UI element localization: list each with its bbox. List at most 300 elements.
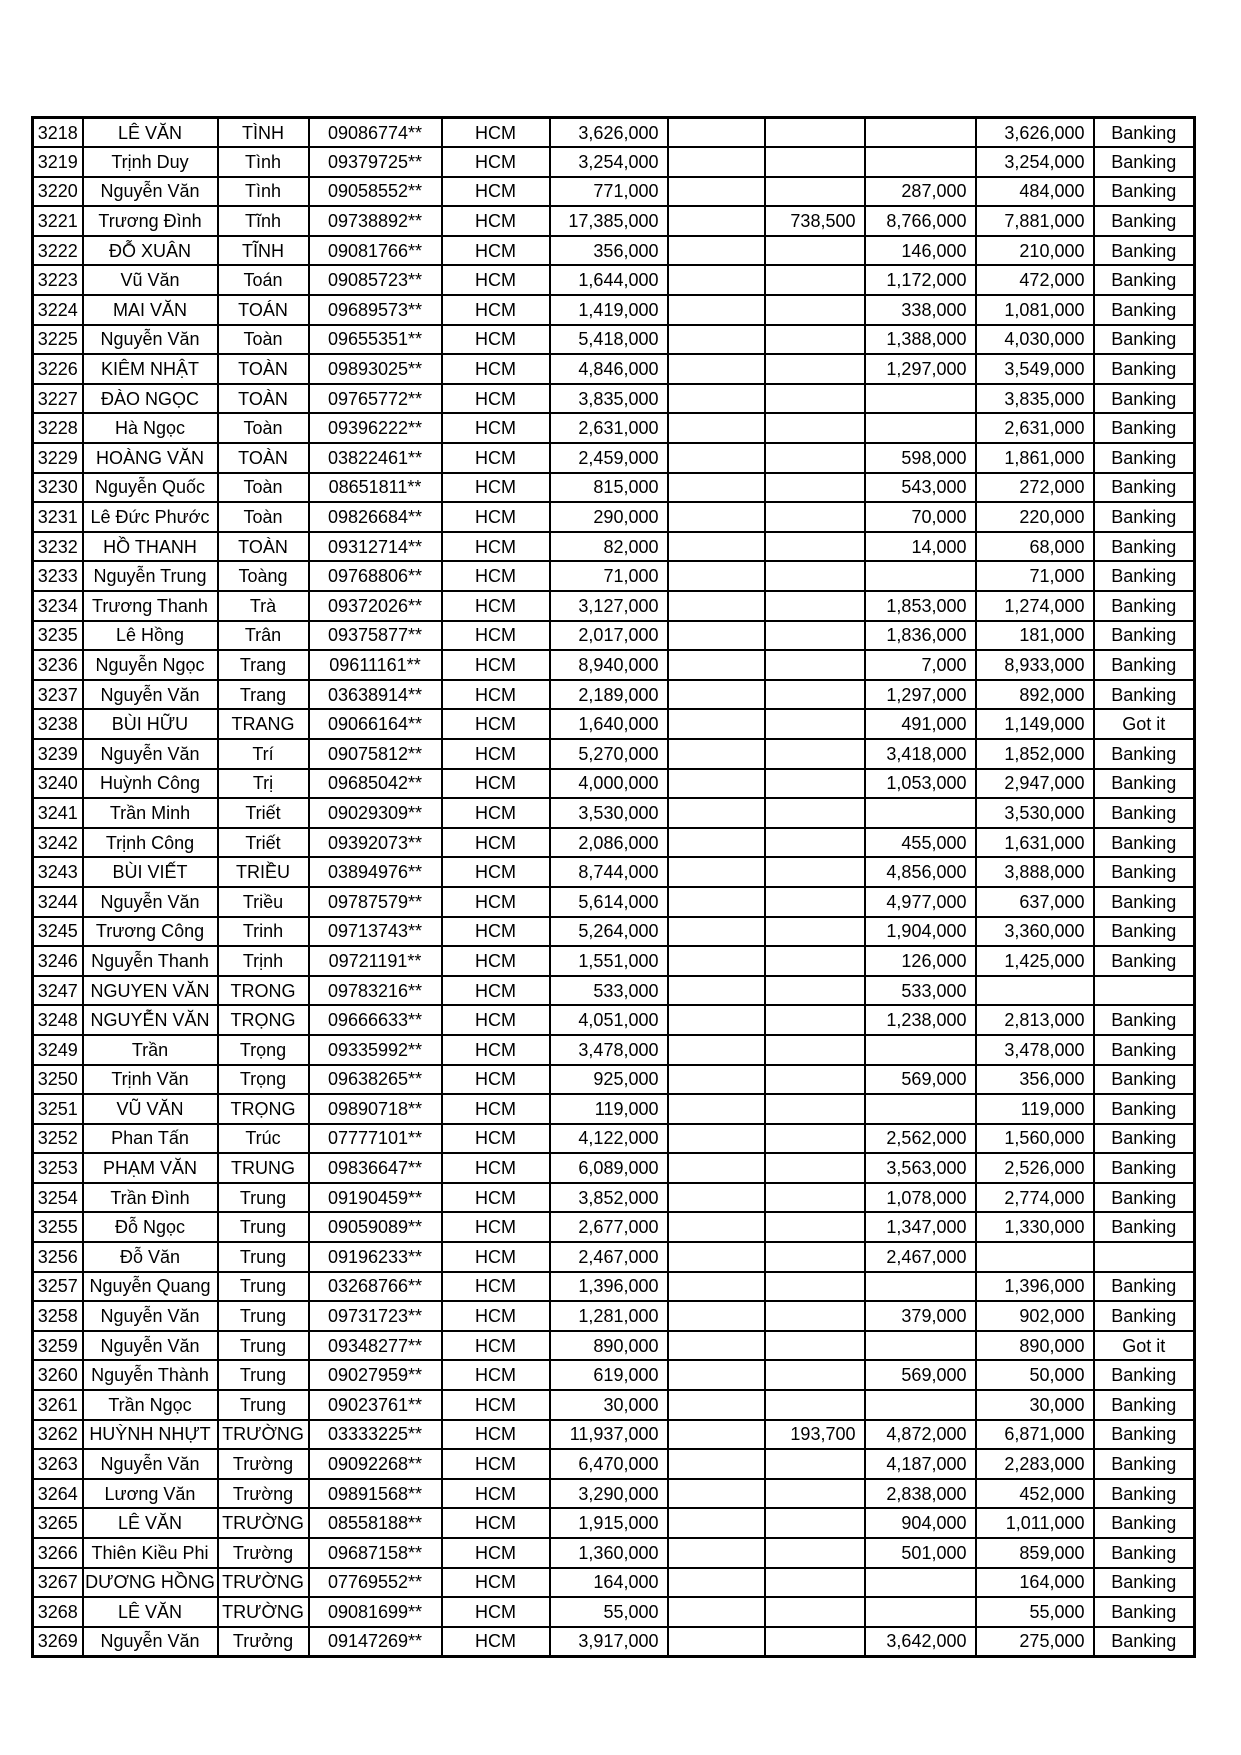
cell-status: Banking [1094, 1005, 1195, 1035]
cell-status: Banking [1094, 769, 1195, 799]
cell-amount-2 [765, 1449, 865, 1479]
cell-name-1: Nguyễn Văn [83, 1301, 218, 1331]
cell-amount-3: 287,000 [865, 177, 976, 207]
cell-id: 3264 [33, 1479, 83, 1509]
cell-amount-4: 30,000 [976, 1390, 1094, 1420]
cell-name-1: Phan Tấn [83, 1124, 218, 1154]
cell-empty [668, 1301, 765, 1331]
cell-id: 3232 [33, 532, 83, 562]
cell-amount-1: 3,835,000 [550, 384, 668, 414]
cell-amount-4: 1,852,000 [976, 739, 1094, 769]
cell-name-1: LÊ VĂN [83, 118, 218, 148]
cell-name-2: TĨNH [218, 236, 309, 266]
cell-status: Banking [1094, 1538, 1195, 1568]
cell-amount-3: 379,000 [865, 1301, 976, 1331]
cell-amount-4: 3,478,000 [976, 1035, 1094, 1065]
cell-empty [668, 857, 765, 887]
cell-amount-1: 356,000 [550, 236, 668, 266]
cell-amount-4: 902,000 [976, 1301, 1094, 1331]
table-row [33, 413, 1195, 443]
table-row [33, 769, 1195, 799]
cell-location: HCM [442, 798, 550, 828]
cell-amount-4: 3,888,000 [976, 857, 1094, 887]
table-row [33, 1479, 1195, 1509]
cell-id: 3226 [33, 354, 83, 384]
cell-phone: 09372026** [309, 591, 442, 621]
cell-amount-3: 3,563,000 [865, 1153, 976, 1183]
cell-name-2: Toàng [218, 561, 309, 591]
cell-location: HCM [442, 1183, 550, 1213]
cell-name-1: NGUYỄN VĂN [83, 1005, 218, 1035]
cell-location: HCM [442, 1124, 550, 1154]
cell-empty [668, 650, 765, 680]
cell-location: HCM [442, 1627, 550, 1657]
cell-status [1094, 976, 1195, 1006]
cell-empty [668, 473, 765, 503]
cell-amount-3: 1,172,000 [865, 265, 976, 295]
cell-amount-3 [865, 1568, 976, 1598]
cell-location: HCM [442, 1153, 550, 1183]
cell-phone: 09738892** [309, 206, 442, 236]
cell-amount-3: 533,000 [865, 976, 976, 1006]
cell-name-1: Trương Thanh [83, 591, 218, 621]
cell-amount-2 [765, 1153, 865, 1183]
cell-name-2: Triều [218, 887, 309, 917]
cell-phone: 09783216** [309, 976, 442, 1006]
table-row [33, 1183, 1195, 1213]
cell-phone: 09029309** [309, 798, 442, 828]
table-row [33, 1360, 1195, 1390]
cell-name-1: Vũ Văn [83, 265, 218, 295]
cell-amount-3: 1,853,000 [865, 591, 976, 621]
table-row [33, 1390, 1195, 1420]
cell-amount-2 [765, 473, 865, 503]
cell-name-1: DƯƠNG HỒNG [83, 1568, 218, 1598]
cell-amount-1: 1,419,000 [550, 295, 668, 325]
cell-phone: 09836647** [309, 1153, 442, 1183]
cell-amount-1: 6,470,000 [550, 1449, 668, 1479]
records-table [31, 116, 1196, 1658]
cell-phone: 09375877** [309, 621, 442, 651]
table-row [33, 709, 1195, 739]
cell-name-2: Trọng [218, 1035, 309, 1065]
cell-amount-4: 4,030,000 [976, 325, 1094, 355]
cell-amount-1: 5,614,000 [550, 887, 668, 917]
cell-amount-2 [765, 1627, 865, 1657]
cell-empty [668, 325, 765, 355]
cell-name-2: Trân [218, 621, 309, 651]
cell-amount-4: 50,000 [976, 1360, 1094, 1390]
table-row [33, 177, 1195, 207]
cell-status: Banking [1094, 532, 1195, 562]
table-row [33, 561, 1195, 591]
cell-phone: 09768806** [309, 561, 442, 591]
cell-id: 3221 [33, 206, 83, 236]
table-row [33, 354, 1195, 384]
cell-name-1: PHẠM VĂN [83, 1153, 218, 1183]
cell-amount-2 [765, 532, 865, 562]
cell-amount-4: 3,360,000 [976, 917, 1094, 947]
cell-location: HCM [442, 1420, 550, 1450]
cell-amount-2 [765, 236, 865, 266]
cell-amount-1: 771,000 [550, 177, 668, 207]
cell-status: Banking [1094, 206, 1195, 236]
cell-id: 3225 [33, 325, 83, 355]
cell-amount-4: 2,526,000 [976, 1153, 1094, 1183]
cell-name-1: Trần [83, 1035, 218, 1065]
cell-empty [668, 1538, 765, 1568]
cell-empty [668, 1449, 765, 1479]
cell-amount-1: 3,478,000 [550, 1035, 668, 1065]
cell-amount-1: 2,631,000 [550, 413, 668, 443]
cell-name-1: Nguyễn Văn [83, 325, 218, 355]
cell-name-1: Hà Ngọc [83, 413, 218, 443]
cell-amount-3: 455,000 [865, 828, 976, 858]
cell-location: HCM [442, 857, 550, 887]
cell-empty [668, 1508, 765, 1538]
cell-name-1: MAI VĂN [83, 295, 218, 325]
cell-status: Banking [1094, 295, 1195, 325]
cell-amount-3: 70,000 [865, 502, 976, 532]
cell-location: HCM [442, 502, 550, 532]
cell-empty [668, 976, 765, 1006]
cell-amount-3 [865, 1272, 976, 1302]
cell-id: 3251 [33, 1094, 83, 1124]
cell-amount-4: 3,530,000 [976, 798, 1094, 828]
cell-amount-2 [765, 1065, 865, 1095]
cell-amount-3: 1,836,000 [865, 621, 976, 651]
cell-location: HCM [442, 1005, 550, 1035]
cell-id: 3255 [33, 1212, 83, 1242]
cell-name-1: Trần Ngọc [83, 1390, 218, 1420]
cell-empty [668, 147, 765, 177]
cell-amount-3 [865, 561, 976, 591]
cell-amount-4: 6,871,000 [976, 1420, 1094, 1450]
cell-name-2: Toàn [218, 413, 309, 443]
cell-empty [668, 265, 765, 295]
cell-amount-2 [765, 709, 865, 739]
cell-name-1: Nguyễn Văn [83, 739, 218, 769]
cell-phone: 09765772** [309, 384, 442, 414]
cell-amount-3: 4,187,000 [865, 1449, 976, 1479]
table-row [33, 976, 1195, 1006]
cell-name-1: HOÀNG VĂN [83, 443, 218, 473]
cell-amount-1: 3,852,000 [550, 1183, 668, 1213]
cell-amount-1: 82,000 [550, 532, 668, 562]
table-row [33, 1420, 1195, 1450]
table-row [33, 828, 1195, 858]
cell-amount-2 [765, 265, 865, 295]
cell-phone: 09058552** [309, 177, 442, 207]
cell-empty [668, 1094, 765, 1124]
cell-name-2: Trung [218, 1212, 309, 1242]
cell-amount-3: 598,000 [865, 443, 976, 473]
cell-id: 3261 [33, 1390, 83, 1420]
cell-phone: 09147269** [309, 1627, 442, 1657]
cell-name-2: Trà [218, 591, 309, 621]
cell-name-2: Trúc [218, 1124, 309, 1154]
cell-id: 3256 [33, 1242, 83, 1272]
cell-status: Banking [1094, 1212, 1195, 1242]
cell-status: Banking [1094, 325, 1195, 355]
cell-status: Banking [1094, 1360, 1195, 1390]
cell-amount-1: 3,127,000 [550, 591, 668, 621]
cell-phone: 09196233** [309, 1242, 442, 1272]
cell-amount-3: 3,418,000 [865, 739, 976, 769]
cell-name-1: Trương Công [83, 917, 218, 947]
cell-amount-4: 2,774,000 [976, 1183, 1094, 1213]
cell-amount-3: 569,000 [865, 1360, 976, 1390]
cell-amount-3 [865, 1390, 976, 1420]
table-row [33, 206, 1195, 236]
cell-status: Banking [1094, 739, 1195, 769]
cell-id: 3249 [33, 1035, 83, 1065]
cell-empty [668, 1331, 765, 1361]
cell-amount-2 [765, 1242, 865, 1272]
cell-empty [668, 1212, 765, 1242]
cell-status: Banking [1094, 1390, 1195, 1420]
cell-amount-2 [765, 828, 865, 858]
cell-empty [668, 295, 765, 325]
cell-status: Banking [1094, 502, 1195, 532]
cell-phone: 09638265** [309, 1065, 442, 1095]
cell-location: HCM [442, 1568, 550, 1598]
table-row [33, 591, 1195, 621]
cell-amount-2 [765, 1479, 865, 1509]
cell-name-1: HỒ THANH [83, 532, 218, 562]
table-row [33, 1242, 1195, 1272]
cell-phone: 08651811** [309, 473, 442, 503]
cell-name-2: TOÀN [218, 443, 309, 473]
cell-status: Banking [1094, 1153, 1195, 1183]
cell-amount-1: 619,000 [550, 1360, 668, 1390]
table-row [33, 532, 1195, 562]
cell-amount-2 [765, 887, 865, 917]
cell-id: 3253 [33, 1153, 83, 1183]
cell-empty [668, 1420, 765, 1450]
cell-empty [668, 561, 765, 591]
table-row [33, 147, 1195, 177]
cell-status: Banking [1094, 384, 1195, 414]
cell-id: 3228 [33, 413, 83, 443]
cell-name-1: Lê Hồng [83, 621, 218, 651]
cell-location: HCM [442, 650, 550, 680]
cell-empty [668, 1360, 765, 1390]
cell-phone: 09379725** [309, 147, 442, 177]
cell-amount-3 [865, 118, 976, 148]
cell-name-1: Đỗ Ngọc [83, 1212, 218, 1242]
table-row [33, 1449, 1195, 1479]
cell-location: HCM [442, 887, 550, 917]
cell-name-1: Trịnh Văn [83, 1065, 218, 1095]
cell-amount-4: 1,396,000 [976, 1272, 1094, 1302]
cell-empty [668, 118, 765, 148]
cell-status: Banking [1094, 1568, 1195, 1598]
cell-name-1: Trịnh Duy [83, 147, 218, 177]
cell-amount-4: 3,835,000 [976, 384, 1094, 414]
cell-status: Banking [1094, 857, 1195, 887]
cell-amount-2 [765, 1094, 865, 1124]
table-row [33, 118, 1195, 148]
cell-amount-4: 164,000 [976, 1568, 1094, 1598]
cell-location: HCM [442, 1390, 550, 1420]
cell-location: HCM [442, 976, 550, 1006]
cell-name-2: TRỌNG [218, 1005, 309, 1035]
cell-amount-3: 4,856,000 [865, 857, 976, 887]
cell-empty [668, 1390, 765, 1420]
cell-id: 3233 [33, 561, 83, 591]
cell-amount-4: 3,254,000 [976, 147, 1094, 177]
cell-amount-2 [765, 769, 865, 799]
cell-location: HCM [442, 1331, 550, 1361]
cell-name-2: Trường [218, 1479, 309, 1509]
cell-phone: 09023761** [309, 1390, 442, 1420]
cell-amount-2 [765, 1331, 865, 1361]
cell-amount-1: 8,940,000 [550, 650, 668, 680]
cell-name-1: Nguyễn Thành [83, 1360, 218, 1390]
cell-amount-1: 2,467,000 [550, 1242, 668, 1272]
cell-name-1: Nguyễn Văn [83, 1449, 218, 1479]
cell-amount-3 [865, 1597, 976, 1627]
cell-amount-1: 5,264,000 [550, 917, 668, 947]
cell-name-2: TRỌNG [218, 1094, 309, 1124]
cell-name-2: Tình [218, 147, 309, 177]
cell-amount-2 [765, 1390, 865, 1420]
cell-name-1: Nguyễn Quốc [83, 473, 218, 503]
cell-amount-4: 181,000 [976, 621, 1094, 651]
cell-status: Banking [1094, 1597, 1195, 1627]
cell-amount-1: 5,418,000 [550, 325, 668, 355]
cell-location: HCM [442, 1508, 550, 1538]
cell-empty [668, 384, 765, 414]
cell-amount-1: 1,396,000 [550, 1272, 668, 1302]
cell-empty [668, 177, 765, 207]
cell-name-2: TRIỀU [218, 857, 309, 887]
cell-amount-1: 1,551,000 [550, 946, 668, 976]
cell-empty [668, 680, 765, 710]
cell-name-1: ĐÀO NGỌC [83, 384, 218, 414]
cell-empty [668, 443, 765, 473]
cell-status: Banking [1094, 621, 1195, 651]
cell-amount-1: 925,000 [550, 1065, 668, 1095]
cell-amount-3: 8,766,000 [865, 206, 976, 236]
cell-amount-4: 1,149,000 [976, 709, 1094, 739]
cell-id: 3248 [33, 1005, 83, 1035]
cell-amount-2 [765, 1272, 865, 1302]
cell-id: 3223 [33, 265, 83, 295]
cell-name-2: TRƯỜNG [218, 1508, 309, 1538]
cell-amount-4: 220,000 [976, 502, 1094, 532]
cell-id: 3236 [33, 650, 83, 680]
cell-phone: 09685042** [309, 769, 442, 799]
cell-id: 3224 [33, 295, 83, 325]
cell-amount-1: 4,846,000 [550, 354, 668, 384]
cell-amount-3: 4,872,000 [865, 1420, 976, 1450]
cell-id: 3258 [33, 1301, 83, 1331]
cell-amount-2 [765, 1301, 865, 1331]
cell-location: HCM [442, 295, 550, 325]
cell-amount-3: 3,642,000 [865, 1627, 976, 1657]
cell-amount-4: 1,274,000 [976, 591, 1094, 621]
cell-location: HCM [442, 325, 550, 355]
cell-empty [668, 739, 765, 769]
cell-location: HCM [442, 1035, 550, 1065]
cell-amount-2 [765, 1005, 865, 1035]
cell-status: Banking [1094, 1508, 1195, 1538]
table-row [33, 325, 1195, 355]
cell-name-1: Nguyễn Quang [83, 1272, 218, 1302]
cell-location: HCM [442, 177, 550, 207]
cell-name-2: Toán [218, 265, 309, 295]
cell-amount-3: 1,297,000 [865, 680, 976, 710]
cell-location: HCM [442, 828, 550, 858]
cell-status: Got it [1094, 709, 1195, 739]
cell-empty [668, 502, 765, 532]
cell-amount-4: 55,000 [976, 1597, 1094, 1627]
cell-amount-1: 8,744,000 [550, 857, 668, 887]
cell-location: HCM [442, 147, 550, 177]
cell-status: Banking [1094, 1272, 1195, 1302]
cell-empty [668, 532, 765, 562]
table-row [33, 680, 1195, 710]
cell-amount-2 [765, 295, 865, 325]
cell-id: 3237 [33, 680, 83, 710]
cell-status: Banking [1094, 798, 1195, 828]
cell-id: 3269 [33, 1627, 83, 1657]
cell-empty [668, 1272, 765, 1302]
cell-amount-3: 338,000 [865, 295, 976, 325]
table-row [33, 1005, 1195, 1035]
cell-amount-2 [765, 976, 865, 1006]
cell-id: 3222 [33, 236, 83, 266]
cell-status: Banking [1094, 236, 1195, 266]
cell-amount-4 [976, 976, 1094, 1006]
cell-location: HCM [442, 473, 550, 503]
cell-amount-3: 2,838,000 [865, 1479, 976, 1509]
cell-amount-2 [765, 739, 865, 769]
cell-name-2: Trung [218, 1183, 309, 1213]
cell-location: HCM [442, 739, 550, 769]
cell-id: 3231 [33, 502, 83, 532]
cell-name-1: LÊ VĂN [83, 1597, 218, 1627]
cell-location: HCM [442, 354, 550, 384]
cell-amount-2 [765, 325, 865, 355]
cell-amount-3: 1,388,000 [865, 325, 976, 355]
cell-amount-4: 7,881,000 [976, 206, 1094, 236]
cell-amount-3: 1,297,000 [865, 354, 976, 384]
cell-phone: 09891568** [309, 1479, 442, 1509]
cell-location: HCM [442, 532, 550, 562]
cell-phone: 09066164** [309, 709, 442, 739]
cell-status: Got it [1094, 1331, 1195, 1361]
cell-name-2: Toàn [218, 473, 309, 503]
table-row [33, 1124, 1195, 1154]
cell-id: 3241 [33, 798, 83, 828]
cell-location: HCM [442, 1538, 550, 1568]
cell-name-2: Trưởng [218, 1627, 309, 1657]
cell-empty [668, 1065, 765, 1095]
cell-name-2: TRƯỜNG [218, 1568, 309, 1598]
cell-amount-4: 1,011,000 [976, 1508, 1094, 1538]
cell-empty [668, 1183, 765, 1213]
cell-amount-3: 146,000 [865, 236, 976, 266]
table-row [33, 621, 1195, 651]
cell-amount-2 [765, 147, 865, 177]
cell-amount-1: 1,281,000 [550, 1301, 668, 1331]
cell-amount-2: 738,500 [765, 206, 865, 236]
cell-amount-1: 2,086,000 [550, 828, 668, 858]
cell-phone: 03894976** [309, 857, 442, 887]
